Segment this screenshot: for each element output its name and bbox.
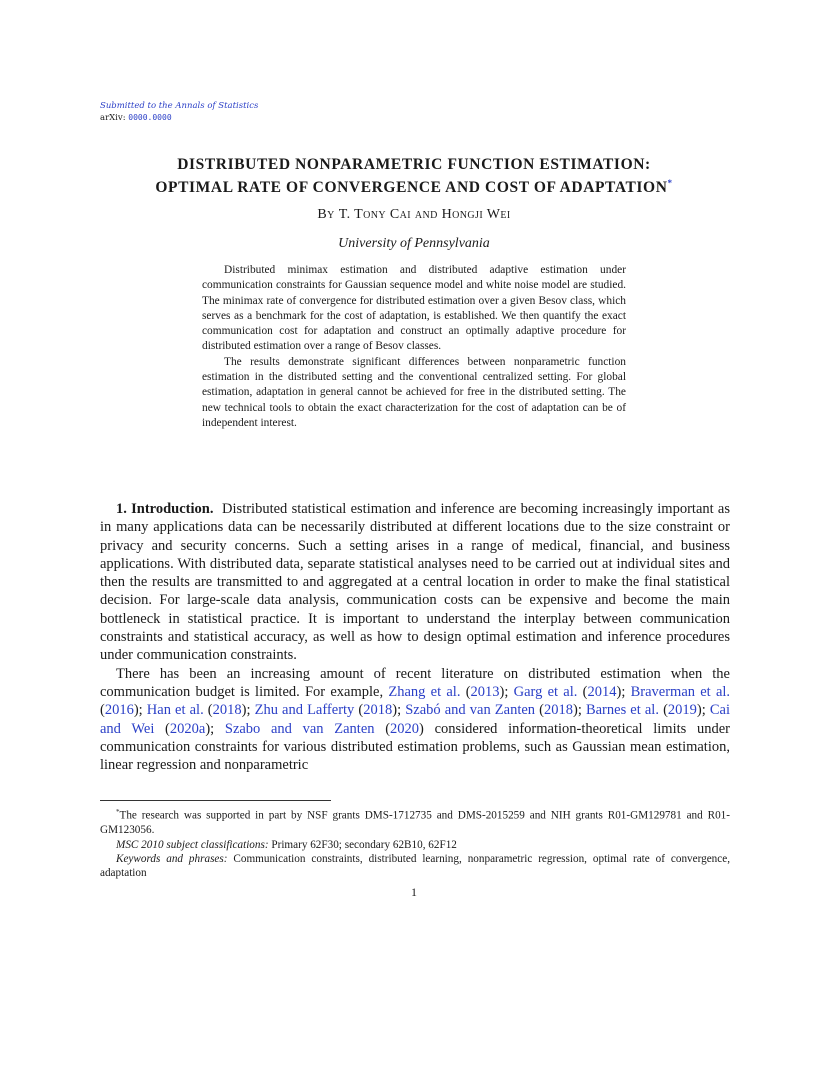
citation-zhu-lafferty-year[interactable]: 2018 — [363, 702, 393, 719]
citation-barnes-year[interactable]: 2019 — [667, 702, 697, 719]
title-line-2 — [80, 174, 748, 197]
citation-szabo-2018[interactable]: Szabó and van Zanten — [405, 702, 536, 719]
title-line-1: DISTRIBUTED NONPARAMETRIC FUNCTION ESTIMATION: — [177, 156, 651, 173]
by-label: By — [317, 207, 335, 222]
footnote-divider — [100, 800, 331, 801]
section-heading: 1. Introduction. — [116, 501, 214, 517]
footnote-funding — [100, 805, 730, 838]
citation-braverman-year[interactable]: 2016 — [104, 702, 134, 719]
citation-barnes[interactable]: Barnes et al. — [585, 702, 659, 719]
citation-szabo-2020-year[interactable]: 2020 — [390, 720, 420, 737]
citation-zhang-year[interactable]: 2013 — [470, 683, 500, 700]
footnote-msc — [100, 838, 730, 852]
citation-han-year[interactable]: 2018 — [212, 702, 242, 719]
intro-paragraph-2-end: considered information-theoretical limits under communication constraints for various distributed estimation problems, such as Gaussian mean estimation, linear regression and nonparametric — [100, 720, 730, 774]
citation-garg[interactable]: Garg et al. — [513, 683, 578, 700]
msc-text: Primary 62F30; secondary 62B10, 62F12 — [271, 838, 457, 851]
keywords-text: Communication constraints, distributed learning, nonparametric regression, optimal rate of convergence, adaptation — [100, 852, 730, 880]
citation-garg-year[interactable]: 2014 — [587, 683, 617, 700]
intro-paragraph-2-start: There has been an increasing amount of recent literature on distributed estimation when the communication budget is limited. For example, — [100, 665, 730, 700]
msc-label: MSC 2010 subject classifications: — [116, 838, 269, 851]
body-text — [100, 500, 730, 774]
abstract — [202, 263, 626, 431]
title-footnote-mark[interactable]: * — [667, 178, 673, 188]
citation-szabo-2020[interactable]: Szabo and van Zanten — [224, 720, 375, 737]
citation-zhang[interactable]: Zhang et al. — [388, 683, 461, 700]
affiliation: University of Pennsylvania — [338, 236, 490, 251]
and-label: and — [414, 207, 438, 222]
citation-han[interactable]: Han et al. — [146, 702, 204, 719]
abstract-paragraph-2: The results demonstrate significant differences between nonparametric function estimation in the distributed setting and the conventional centralized setting. For global estimation, adaptation in general cannot be achieved for free in the distributed setting. The new technical tools to obtain the exact characterization for the cost of adaptation can be of independent interest. — [202, 355, 626, 429]
abstract-paragraph-1: Distributed minimax estimation and distributed adaptive estimation under communication constraints for Gaussian sequence model and white noise model are studied. The minimax rate of convergence for distributed estimation over a given Besov class, which serves as a benchmark for the cost of adaptation, is established. We then quantify the exact communication cost for adaptation and construct an optimally adaptive procedure for distributed estimation over a range of Besov classes. — [202, 264, 626, 353]
keywords-label: Keywords and phrases: — [116, 852, 228, 865]
citation-braverman[interactable]: Braverman et al. — [630, 683, 731, 700]
footnote-funding-text: The research was supported in part by NSF grants DMS-1712735 and DMS-2015259 and NIH grants R01-GM129781 and R01-GM123056. — [100, 809, 730, 837]
intro-paragraph-1 — [100, 500, 730, 665]
arxiv-line — [100, 112, 258, 124]
citation-zhu-lafferty[interactable]: Zhu and Lafferty — [254, 702, 355, 719]
footnote-keywords — [100, 852, 730, 881]
footnote-mark: * — [116, 808, 120, 816]
author-1: T. Tony Cai — [338, 207, 411, 222]
arxiv-label: arXiv: — [100, 113, 126, 123]
footnotes — [100, 805, 730, 881]
intro-paragraph-1-text: Distributed statistical estimation and inference are becoming increasingly important as in many applications data can be necessarily distributed at different locations due to the size constraint or privacy and security concerns. Such a setting arises in a range of medical, financial, and business applications. With distributed data, separate statistical analyses need to be carried out at individual sites and then the results are transmitted to and aggregated at a central location in order to make the final statistical decision. For large-scale data analysis, communication costs can be expensive and become the main bottleneck in statistical practice. It is important to understand the interplay between communication constraints and statistical accuracy, as well as how to design optimal estimation and inference procedures under communication constraints. — [100, 501, 731, 664]
page-number: 1 — [411, 885, 417, 899]
running-header — [100, 101, 258, 124]
citation-szabo-2018-year[interactable]: 2018 — [544, 702, 573, 719]
arxiv-id-link[interactable]: 0000.0000 — [128, 113, 172, 122]
author-line — [0, 207, 828, 223]
journal-link[interactable]: Submitted to the Annals of Statistics — [100, 101, 259, 111]
paper-title — [80, 156, 748, 197]
author-2: Hongji Wei — [441, 207, 511, 222]
citation-cai-wei[interactable]: Cai and Wei — [100, 702, 730, 737]
intro-paragraph-2: There has been an increasing amount of recent literature on distributed estimation when the communication budget is limited. For example, Zhang et al. (2013); Garg et al. (2014); Braverman et al. (2016); Han et al. (2018); Zhu and Lafferty (2018); Szabó and van Zanten (2018); Barnes et al. (2019); Cai and Wei (2020a); Szabo and van Zanten (2020) considered information-theoretical limits under communication constraints for various distributed estimation problems, such as Gaussian mean estimation, linear regression and nonparametric — [100, 665, 731, 774]
citation-cai-wei-year[interactable]: 2020a — [169, 720, 206, 737]
title-line-2-text: OPTIMAL RATE OF CONVERGENCE AND COST OF ADAPTATION — [155, 179, 668, 197]
